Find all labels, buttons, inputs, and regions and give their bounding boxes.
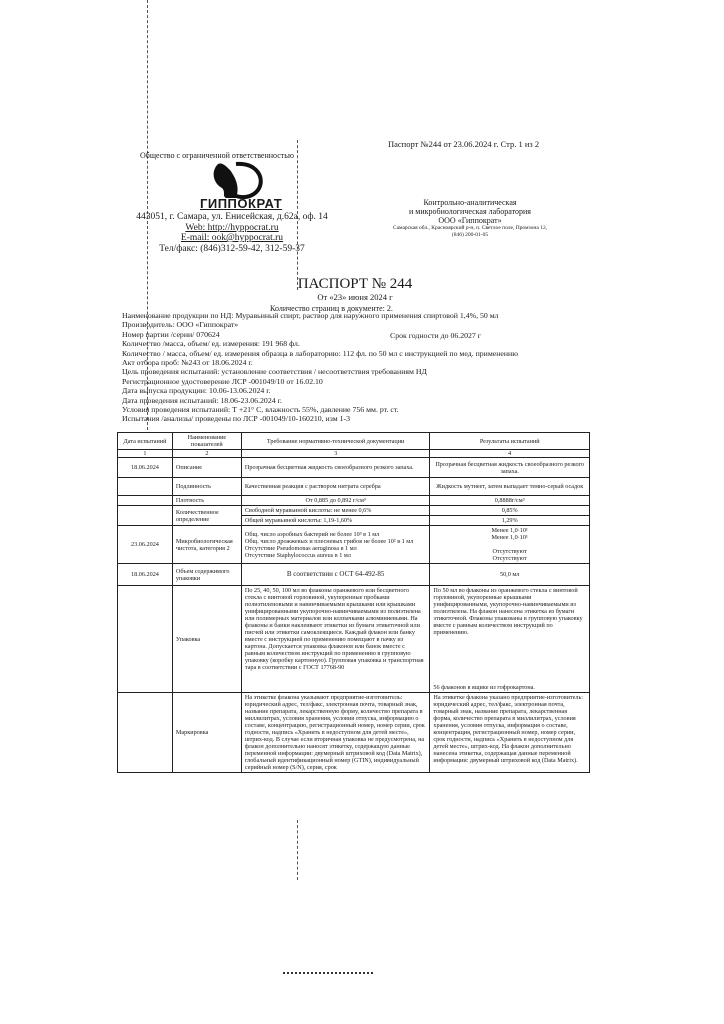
requirement: Качественная реакция с раствором нитрата серебра	[241, 478, 429, 496]
result-line: По 50 мл во флаконы из оранжевого стекла с винтовой горловиной, укупоренные крышками унифицированными, укупорочно-навинчиваемыми из полиэтилена. На флакон нанесена этикетка из бумаги этикеточной. Флаконы упакованы в групповую упаковку вместе с равным количеством инструкций по применению.	[433, 587, 583, 636]
requirement-line: Общ. число аэробных бактерий не более 10³ в 1 мл	[244, 530, 380, 538]
col-number: 2	[172, 450, 241, 458]
product-info	[122, 311, 518, 424]
result: Жидкость мутнеет, затем выпадает темно-серый осадок	[430, 478, 590, 496]
passport-heading: ПАСПОРТ № 244	[297, 276, 413, 292]
info-line: Наименование продукции по НД: Муравьиный спирт, раствор для наружного применения спиртовой 1,4%, 50 мл	[122, 311, 499, 320]
company-web-link[interactable]: Web: http://hyppocrat.ru	[185, 222, 279, 233]
requirement: От 0,885 до 0,892 г/см³	[241, 496, 429, 506]
result-line: 56 флаконов в ящике из гофрокартона.	[433, 684, 535, 691]
indicator-name: Объем содержимого упаковки	[172, 564, 241, 586]
requirement-line: Отсутствие Staphylococcus aureus в 1 мл	[244, 551, 351, 559]
result: Прозрачная бесцветная жидкость своеобразного резкого запаха.	[430, 458, 590, 478]
requirement	[241, 526, 429, 564]
lab-line1: Контрольно-аналитическая	[423, 198, 517, 207]
result: 0,8888г/см³	[430, 496, 590, 506]
column-number-row	[118, 450, 590, 458]
company-contacts	[112, 212, 352, 254]
result	[430, 526, 590, 564]
lab-block	[370, 198, 570, 238]
indicator-name: Упаковка	[172, 586, 241, 693]
info-line: Регистрационное удостоверение ЛСР -001049/10 от 16.02.10	[122, 376, 323, 386]
scan-artifact-line	[283, 972, 373, 974]
company-address: 443051, г. Самара, ул. Енисейская, д.62а, оф. 14	[136, 212, 328, 222]
indicator-name: Подлинность	[172, 478, 241, 496]
col-number: 3	[241, 450, 429, 458]
result: На этикетке флакона указано предприятие-изготовитель: юридический адрес, тел/факс, электронная почта, товарный знак, название препарата, лекарственная форма, количество препарата в миллилитрах, условия хранения, условия отпуска, информация о составе, концентрация, регистрационный номер, номер серии, срок годности, надпись «Хранить в недоступном для детей месте», штрих-код. На флакон дополнительно нанесена этикетка, содержащая данные переменной информации: двумерный штриховой код (Data Matrix).	[430, 693, 590, 773]
result: 0,85%	[430, 506, 590, 516]
col-header-name: Наименование показателей	[172, 433, 241, 450]
logo-text: ГИППОКРАТ	[200, 196, 283, 211]
test-results-table	[117, 432, 590, 773]
lab-line2: и микробиологическая лаборатория	[409, 207, 531, 216]
company-email-link[interactable]: E-mail: ook@hyppocrat.ru	[180, 233, 284, 243]
result: 50,0 мл	[430, 564, 590, 586]
table-row	[118, 693, 590, 773]
lab-address: Самарская обл., Красноярский р-н, п. Светлое поле, Промзона 12,	[392, 225, 548, 231]
info-line: Дата выпуска продукции: 10.06-13.06.2024 г.	[122, 386, 271, 396]
test-date	[118, 506, 173, 526]
page-reference: Паспорт №244 от 23.06.2024 г. Стр. 1 из 2	[388, 139, 540, 149]
table-row	[118, 526, 590, 564]
table-header-row	[118, 433, 590, 450]
table-row	[118, 458, 590, 478]
info-line: Цель проведения испытаний: установление соответствия / несоответствия требованиям НД	[122, 367, 427, 377]
requirement-line: Общ. число дрожжевых и плесневых грибов не более 10² в 1 мл	[244, 537, 414, 545]
table-row	[118, 506, 590, 516]
indicator-name: Описание	[172, 458, 241, 478]
table-row	[118, 496, 590, 506]
table-row	[118, 478, 590, 496]
test-date: 18.06.2024	[118, 458, 173, 478]
indicator-name: Количественное определение	[172, 506, 241, 526]
test-date: 23.06.2024	[118, 526, 173, 564]
result	[430, 586, 590, 693]
scan-artifact-line	[297, 820, 298, 880]
table-row	[118, 586, 590, 693]
company-legal-form: Общество с ограниченной ответственностью	[140, 151, 294, 160]
info-line: Дата проведения испытаний: 18.06-23.06.2024 г.	[122, 395, 282, 405]
requirement: Свободной муравьиной кислоты: не менее 0,6%	[241, 506, 429, 516]
indicator-name: Микробиологическая чистота, категория 2	[172, 526, 241, 564]
test-date	[118, 496, 173, 506]
document-title	[255, 276, 455, 302]
info-line: Производитель: ООО «Гиппократ»	[122, 320, 239, 330]
lab-phone: (846) 200-01-05	[451, 231, 489, 238]
test-date	[118, 478, 173, 496]
requirement: Общей муравьиной кислоты: 1,19-1,60%	[241, 516, 429, 526]
col-header-requirement: Требование нормативно-технической документации	[241, 433, 429, 450]
info-line: Акт отбора проб: №243 от 18.06.2024 г.	[122, 358, 253, 368]
table-row	[118, 564, 590, 586]
requirement-line: Отсутствие Pseudomonas aeruginosa в 1 мл	[244, 544, 357, 552]
requirement: По 25, 40, 50, 100 мл во флаконы оранжевого или бесцветного стекла с винтовой горловиной, укупоренные пробками полиэтиленовыми и навинчиваемыми крышками или крышками унифицированными укупорочно-навинчиваемыми из полиэтилена или полимерных материалов или колпачками алюминиевыми. На флаконы и банки наклеивают этикетки из бумаги этикеточной или писчей или этикетки самоклеящиеся. Каждый флакон или банку вместе с инструкцией по применению помещают в пачку из картона. Допускается упаковка флаконов или банок вместе с равным количеством инструкций по применению в групповую упаковку (коробку картонную). Групповая упаковка и транспортная тара в соответствии с ГОСТ 17768-90	[241, 586, 429, 693]
info-line: Количество /масса, объем/ ед. измерения: 191 968 фл.	[122, 339, 300, 349]
requirement: Прозрачная бесцветная жидкость своеобразного резкого запаха.	[241, 458, 429, 478]
requirement: В соответствии с ОСТ 64-492-85	[241, 564, 429, 586]
test-date	[118, 586, 173, 693]
col-number: 1	[118, 450, 173, 458]
col-header-result: Результаты испытаний	[430, 433, 590, 450]
result-line: Отсутствуют	[492, 548, 527, 555]
requirement: На этикетке флакона указывают предприятие-изготовитель: юридический адрес, тел/факс, электронная почта, товарный знак, название препарата, лекарственную форму, количество препарата в миллилитрах, условия хранения, условия отпуска, информацию о составе, концентрацию, регистрационный номер, номер серии, срок годности, надпись «Хранить в недоступном для детей месте», штрих-код. В случае если вторичная упаковка не предусмотрена, на флакон дополнительно наносят этикетку, содержащую данные переменной информации: двумерный штриховой код (Data Matrix), глобальный идентификационный номер (GTIN), индивидуальный серийный номер (S/N), серия, срок	[241, 693, 429, 773]
result: 1,29%	[430, 516, 590, 526]
result-line: Отсутствуют	[492, 555, 527, 562]
indicator-name: Маркировка	[172, 693, 241, 773]
col-header-date: Дата испытаний	[118, 433, 173, 450]
passport-date: От «23» июня 2024 г	[317, 292, 393, 302]
info-line: Условия проведения испытаний: Т +21° С, влажность 55%, давление 756 мм. рт. ст.	[122, 405, 399, 415]
result-line: Менее 1,0·10¹	[491, 527, 528, 534]
test-date	[118, 693, 173, 773]
col-number: 4	[430, 450, 590, 458]
test-date: 18.06.2024	[118, 564, 173, 586]
page-count: Количество страниц в документе: 2.	[270, 304, 393, 313]
indicator-name: Плотность	[172, 496, 241, 506]
result-line: Менее 1,0·10¹	[491, 534, 528, 541]
company-phone: Тел/факс: (846)312-59-42, 312-59-37	[159, 243, 305, 254]
info-line: Количество / масса, объем/ ед. измерения образца в лабораторию: 112 фл. по 50 мл с инструкцией по мед. применению	[122, 348, 519, 358]
info-line: Испытания /анализы/ проведены по ЛСР -001049/10-160210, изм 1-3	[122, 414, 350, 424]
expiry-date: Срок годности до 06.2027 г	[390, 331, 481, 340]
lab-line3: ООО «Гиппократ»	[438, 216, 502, 225]
info-line: Номер партии /серии/ 070624	[122, 329, 220, 339]
